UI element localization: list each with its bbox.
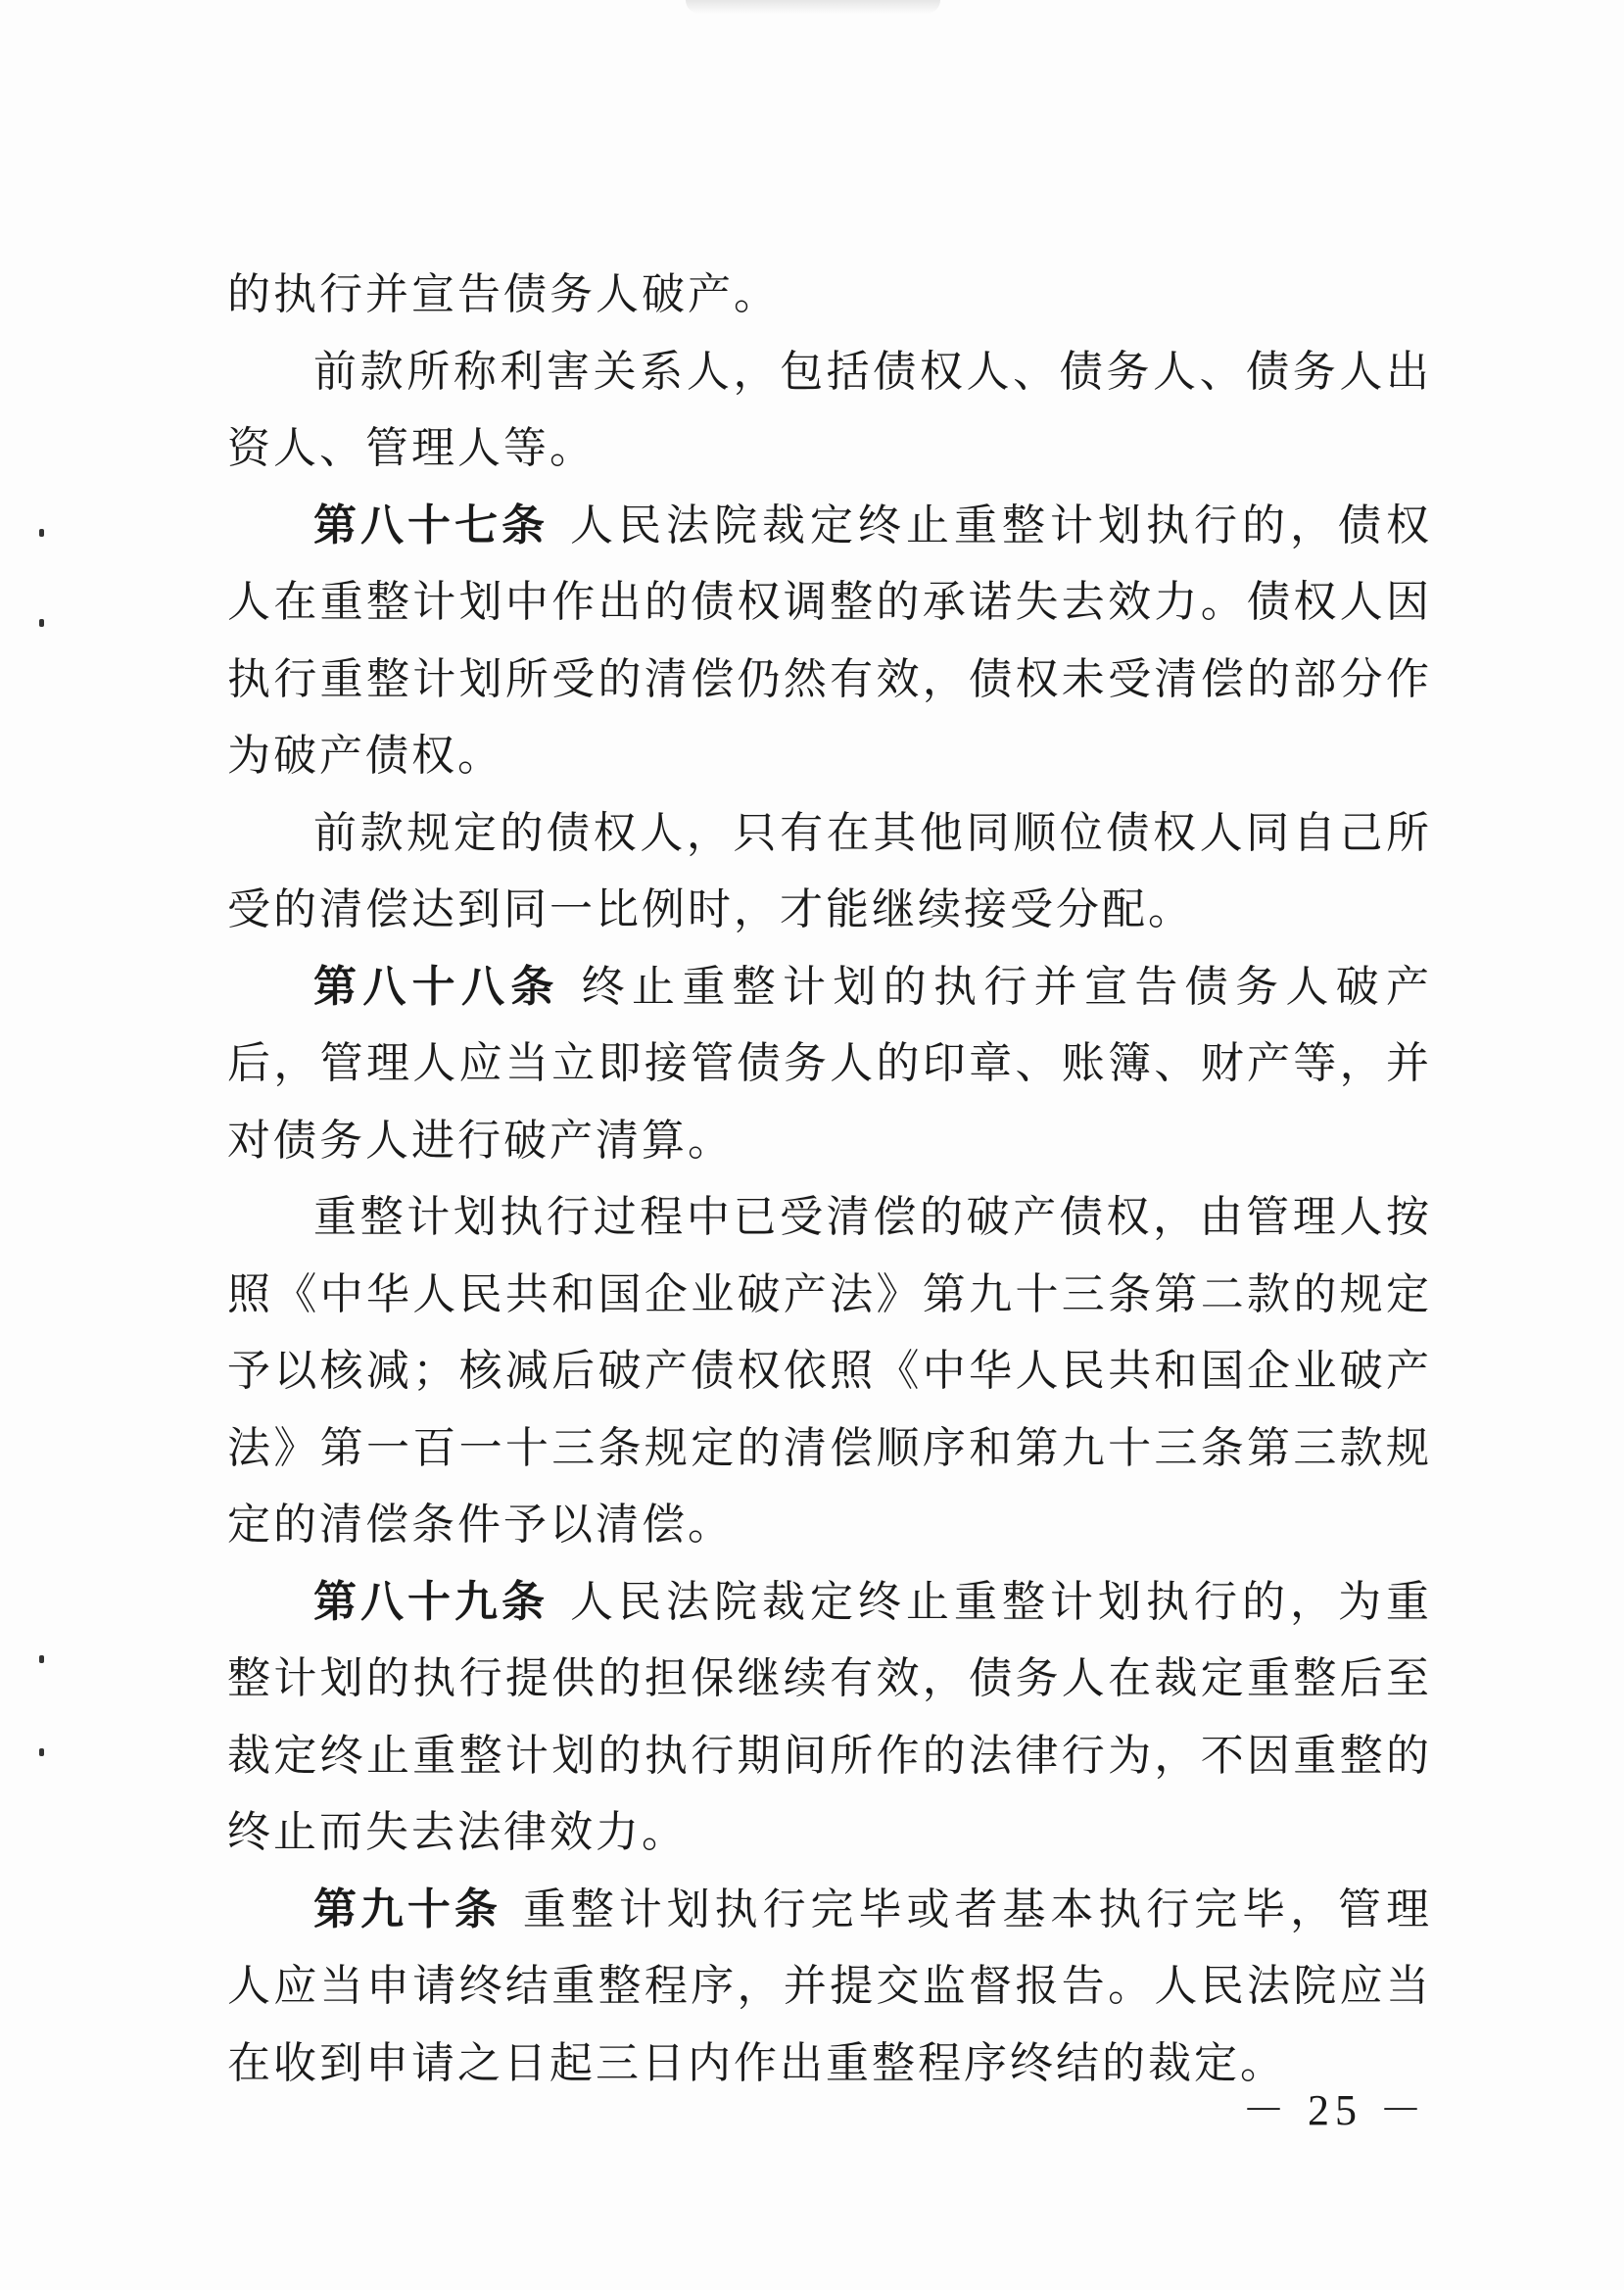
- paragraph: 前款规定的债权人，只有在其他同顺位债权人同自己所受的清偿达到同一比例时，才能继续接受分配。: [227, 807, 1432, 934]
- article-89: 第八十九条 人民法院裁定终止重整计划执行的，为重整计划的执行提供的担保继续有效，债务人在裁定重整后至裁定终止重整计划的执行期间所作的法律行为，不因重整的终止而失去法律效力。: [227, 1576, 1432, 1857]
- paragraph-continuation: 的执行并宣告债务人破产。: [227, 269, 780, 319]
- margin-mark: [39, 529, 44, 537]
- margin-mark: [39, 1748, 44, 1756]
- article-90: 第九十条 重整计划执行完毕或者基本执行完毕，管理人应当申请终结重整程序，并提交监督报告。人民法院应当在收到申请之日起三日内作出重整程序终结的裁定。: [227, 1884, 1433, 2088]
- article-number: 第八十七条: [313, 500, 549, 550]
- scan-shadow: [686, 0, 940, 14]
- margin-mark: [39, 1655, 44, 1663]
- paragraph: 前款所称利害关系人，包括债权人、债务人、债务人出资人、管理人等。: [227, 346, 1432, 473]
- page-number: － 25 －: [1242, 2086, 1428, 2134]
- article-88: 第八十八条 终止重整计划的执行并宣告债务人破产后，管理人应当立即接管债务人的印章、账簿、财产等，并对债务人进行破产清算。: [227, 961, 1433, 1166]
- article-number: 第八十九条: [313, 1576, 549, 1627]
- paragraph: 重整计划执行过程中已受清偿的破产债权，由管理人按照《中华人民共和国企业破产法》第九十三条第二款的规定予以核减；核减后破产债权依照《中华人民共和国企业破产法》第一百一十三条规定的清偿顺序和第九十三条第三款规定的清偿条件予以清偿。: [227, 1192, 1432, 1550]
- article-87: 第八十七条 人民法院裁定终止重整计划执行的，债权人在重整计划中作出的债权调整的承诺失去效力。债权人因执行重整计划所受的清偿仍然有效，债权未受清偿的部分作为破产债权。: [227, 500, 1432, 781]
- article-number: 第九十条: [313, 1884, 502, 1934]
- article-number: 第八十八条: [313, 961, 560, 1012]
- margin-mark: [39, 619, 44, 627]
- body-text: [227, 257, 1432, 2102]
